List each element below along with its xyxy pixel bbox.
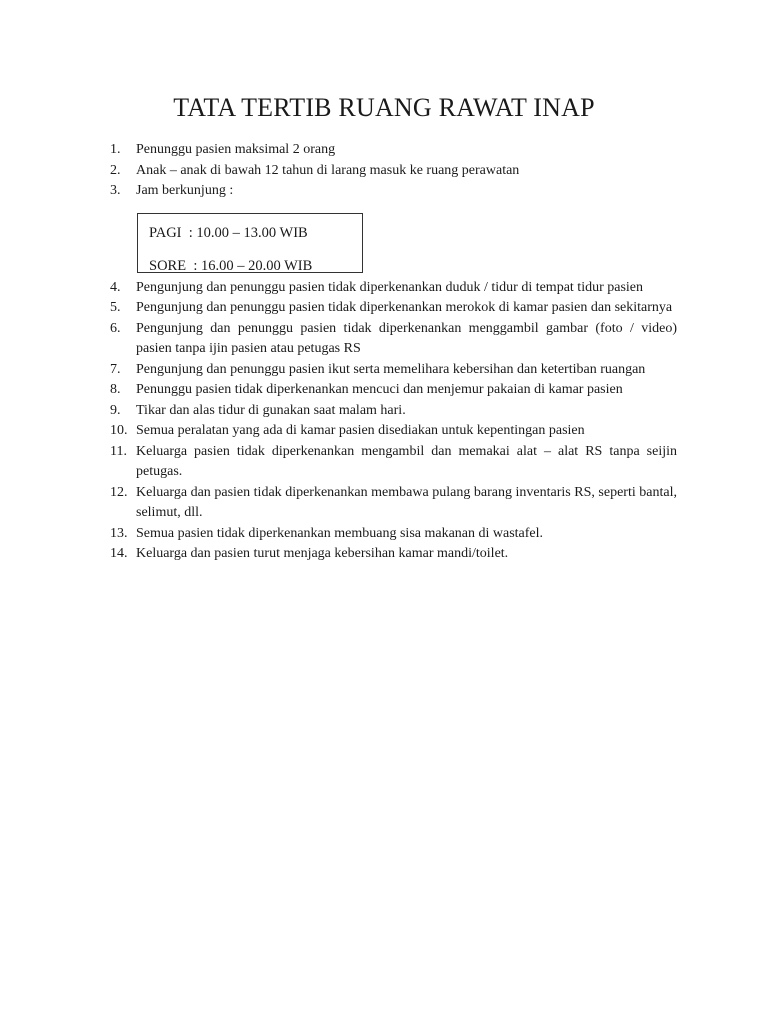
item-number: 7. [110,361,121,377]
list-item [110,442,677,483]
item-number: 11. [110,443,127,459]
item-number: 2. [110,162,121,178]
item-number: 12. [110,484,128,500]
item-number: 8. [110,382,121,397]
list-item [110,278,677,299]
schedule-label: PAGI [149,224,182,241]
rules-list [110,140,677,565]
item-number: 13. [110,525,128,541]
document-title: TATA TERTIB RUANG RAWAT INAP [173,93,595,122]
list-item [110,161,677,182]
list-item [110,544,677,565]
item-number: 9. [110,402,121,418]
schedule-label: SORE [149,257,187,274]
item-text: Pengunjung dan penunggu pasien tidak diperkenankan duduk / tidur di tempat tidur pasien [136,279,644,295]
item-number: 1. [110,142,121,157]
list-item [110,319,677,360]
list-item [110,524,677,545]
schedule-wrapper [110,213,677,273]
item-number: 5. [110,300,121,315]
list-item [110,360,677,381]
schedule-time: 10.00 – 13.00 WIB [196,224,308,241]
item-text: Keluarga pasien tidak diperkenankan mengambil dan memakai alat – alat RS tanpa seijin petugas. [136,443,677,479]
item-text: Semua pasien tidak diperkenankan membuang sisa makanan di wastafel. [136,525,544,541]
item-text: Keluarga dan pasien turut menjaga kebersihan kamar mandi/toilet. [136,546,509,561]
item-text: Penunggu pasien maksimal 2 orang [136,142,336,157]
list-item [110,181,677,202]
list-item [110,401,677,422]
list-item [110,380,677,401]
schedule-row-morning [149,217,362,250]
item-text: Jam berkunjung : [136,183,234,198]
item-text: Penunggu pasien tidak diperkenankan mencuci dan menjemur pakaian di kamar pasien [136,382,623,397]
item-text: Pengunjung dan penunggu pasien ikut serta memelihara kebersihan dan ketertiban ruangan [136,361,646,377]
schedule-separator: : [181,224,197,241]
item-number: 10. [110,423,128,438]
visiting-hours-box [137,213,363,273]
list-item [110,421,677,442]
list-item [110,140,677,161]
list-item [110,298,677,319]
item-number: 4. [110,279,121,295]
item-text: Pengunjung dan penunggu pasien tidak diperkenankan menggambil gambar (foto / video) pasien tanpa ijin pasien atau petugas RS [136,320,677,356]
item-text: Keluarga dan pasien tidak diperkenankan membawa pulang barang inventaris RS, seperti bantal, selimut, dll. [136,484,677,520]
item-text: Pengunjung dan penunggu pasien tidak diperkenankan merokok di kamar pasien dan sekitarnya [136,300,673,315]
item-text: Semua peralatan yang ada di kamar pasien disediakan untuk kepentingan pasien [136,423,585,438]
item-number: 6. [110,320,121,336]
item-text: Tikar dan alas tidur di gunakan saat malam hari. [136,402,406,418]
list-item [110,483,677,524]
schedule-time: 16.00 – 20.00 WIB [200,257,313,274]
schedule-separator: : [186,257,201,274]
item-number: 3. [110,183,121,198]
item-text: Anak – anak di bawah 12 tahun di larang masuk ke ruang perawatan [136,162,520,178]
item-number: 14. [110,546,128,561]
